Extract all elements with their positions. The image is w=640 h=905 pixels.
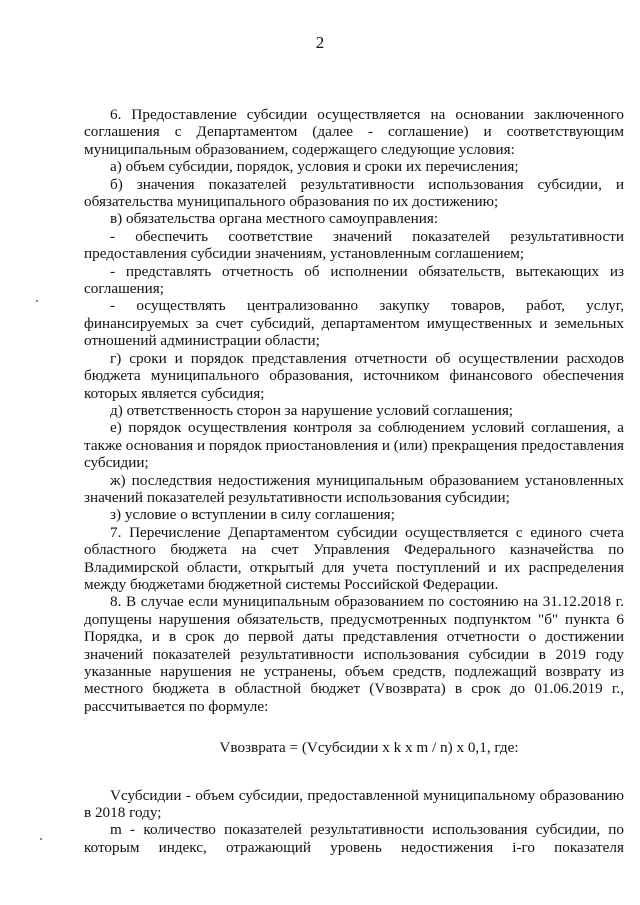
condition-z: з) условие о вступлении в силу соглашения; bbox=[110, 506, 395, 524]
definition-v-subsidy: Vсубсидии - объем субсидии, предоставленной муниципальному образованию в 2018 году; bbox=[84, 786, 624, 822]
condition-g: г) сроки и порядок представления отчетности об осуществлении расходов бюджета муниципального образования, источником финансового обеспечения которых является субсидия; bbox=[84, 349, 624, 402]
obligation-1: - обеспечить соответствие значений показателей результативности предоставления субсидии значениям, установленным соглашением; bbox=[84, 227, 624, 263]
paragraph-6: 6. Предоставление субсидии осуществляется на основании заключенного соглашения с Департаментом (далее - соглашение) и соответствующим муниципальным образованием, содержащего следующие условия: bbox=[84, 106, 624, 158]
condition-a: а) объем субсидии, порядок, условия и сроки их перечисления; bbox=[110, 158, 519, 176]
condition-zh: ж) последствия недостижения муниципальным образованием установленных значений показателей результативности использования субсидии; bbox=[84, 471, 624, 506]
condition-e: е) порядок осуществления контроля за соблюдением условий соглашения, а также основания и порядок приостановления и (или) прекращения предоставления субсидии; bbox=[84, 419, 624, 472]
paragraph-7: 7. Перечисление Департаментом субсидии осуществляется с единого счета областного бюджета на счет Управления Федерального казначейства по Владимирской области, открытый для учета поступлений и их распределения между бюджетами бюджетной системы Российской Федерации. bbox=[84, 523, 624, 593]
definition-m: m - количество показателей результативности использования субсидии, по которым индекс, отражающий уровень недостижения i-го показателя bbox=[84, 821, 624, 856]
condition-b: б) значения показателей результативности использования субсидии, и обязательства муниципального образования по их достижению; bbox=[84, 175, 624, 211]
scan-speck bbox=[40, 838, 42, 840]
condition-v: в) обязательства органа местного самоуправления: bbox=[110, 210, 439, 228]
document-body bbox=[84, 106, 624, 856]
condition-d: д) ответственность сторон за нарушение условий соглашения; bbox=[110, 401, 514, 419]
refund-formula: Vвозврата = (Vсубсидии x k x m / n) x 0,1, где: bbox=[219, 739, 519, 757]
scan-speck bbox=[36, 300, 38, 302]
obligation-3: - осуществлять централизованно закупку товаров, работ, услуг, финансируемых за счет субсидий, департаментом имущественных и земельных отношений администрации области; bbox=[84, 297, 624, 350]
paragraph-8: 8. В случае если муниципальным образованием по состоянию на 31.12.2018 г. допущены нарушения обязательств, предусмотренных подпунктом "б" пункта 6 Порядка, и в срок до первой даты представления отчетности о достижении значений показателей результативности использования субсидии в 2019 году указанные нарушения не устранены, объем средств, подлежащий возврату из местного бюджета в областной бюджет (Vвозврата) в срок до 01.06.2019 г., рассчитывается по формуле: bbox=[84, 593, 624, 715]
obligation-2: - представлять отчетность об исполнении обязательств, вытекающих из соглашения; bbox=[84, 262, 624, 298]
page-number: 2 bbox=[315, 33, 325, 52]
